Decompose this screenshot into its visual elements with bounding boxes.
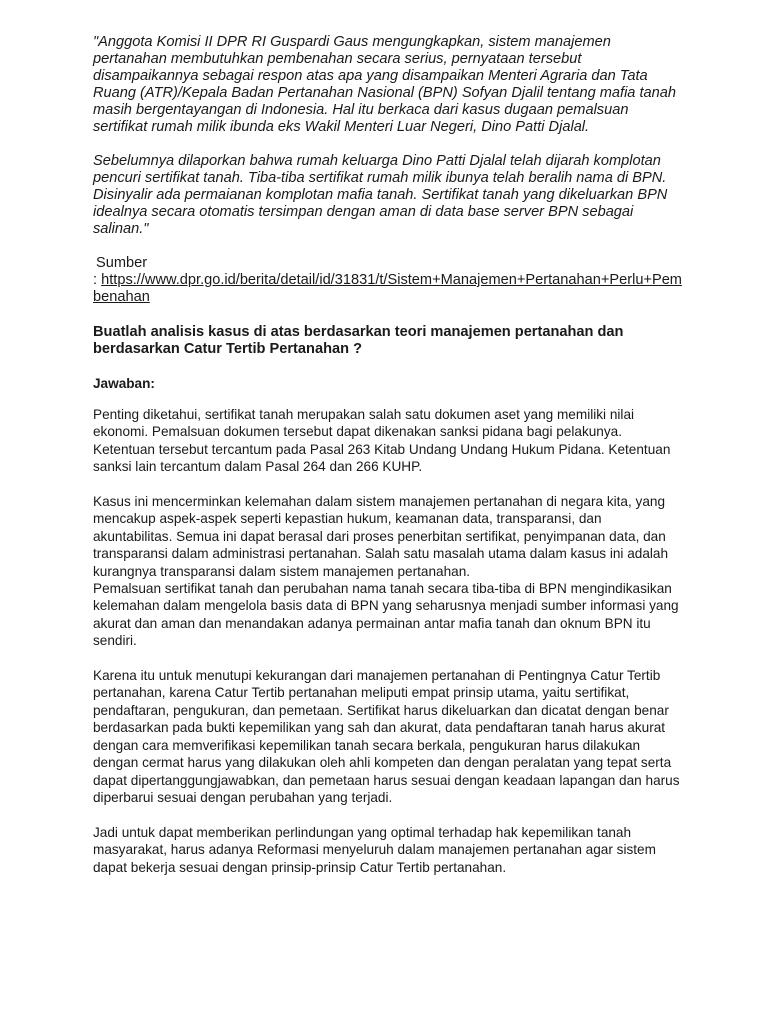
source-label: Sumber [96, 255, 148, 271]
quoted-news-excerpt [93, 34, 683, 238]
quote-paragraph-2: Sebelumnya dilaporkan bahwa rumah keluarga Dino Patti Djalal telah dijarah komplotan pencuri sertifikat tanah. Tiba-tiba sertifikat rumah milik ibunya telah beralih nama di BPN. Disinyalir ada permaianan komplotan mafia tanah. Sertifikat tanah yang dikeluarkan BPN idealnya secara otomatis tersimpan dengan aman di data base server BPN sebagai salinan." [93, 153, 668, 237]
answer-paragraph-2: Kasus ini mencerminkan kelemahan dalam sistem manajemen pertanahan di negara kita, yang mencakup aspek-aspek seperti kepastian hukum, keamanan data, transparansi, dan akuntabilitas. Semua ini dapat berasal dari proses penerbitan sertifikat, penyimpanan data, dan transparansi dalam administrasi pertanahan. Salah satu masalah utama dalam kasus ini adalah kurangnya transparansi dalam sistem manajemen pertanahan. [93, 494, 669, 579]
answer-body [93, 406, 683, 876]
answer-paragraph-5: Jadi untuk dapat memberikan perlindungan yang optimal terhadap hak kepemilikan tanah masyarakat, harus adanya Reformasi menyeluruh dalam manajemen pertanahan agar sistem dapat bekerja sesuai dengan prinsip-prinsip Catur Tertib pertanahan. [93, 824, 656, 875]
document-page [93, 34, 683, 876]
source-citation [93, 255, 683, 306]
question-text: Buatlah analisis kasus di atas berdasarkan teori manajemen pertanahan dan berdasarkan Catur Tertib Pertanahan ? [93, 324, 624, 357]
answer-paragraph-3: Pemalsuan sertifikat tanah dan perubahan nama tanah secara tiba-tiba di BPN mengindikasikan kelemahan dalam mengelola basis data di BPN yang seharusnya menjadi sumber informasi yang akurat dan aman dan menandakan adanya permainan antar mafia tanah dan oknum BPN itu sendiri. [93, 581, 679, 649]
source-link[interactable]: https://www.dpr.go.id/berita/detail/id/31831/t/Sistem+Manajemen+Pertanahan+Perlu+Pembenahan [93, 272, 682, 305]
source-separator: : [93, 272, 102, 288]
answer-heading: Jawaban: [93, 376, 155, 391]
answer-paragraph-1: Penting diketahui, sertifikat tanah merupakan salah satu dokumen aset yang memiliki nilai ekonomi. Pemalsuan dokumen tersebut dapat dikenakan sanksi pidana bagi pelakunya. Ketentuan tersebut tercantum pada Pasal 263 Kitab Undang Undang Hukum Pidana. Ketentuan sanksi lain tercantum dalam Pasal 264 dan 266 KUHP. [93, 407, 671, 475]
quote-paragraph-1: "Anggota Komisi II DPR RI Guspardi Gaus mengungkapkan, sistem manajemen pertanahan membutuhkan pembenahan secara serius, pernyataan tersebut disampaikannya sebagai respon atas apa yang disampaikan Menteri Agraria dan Tata Ruang (ATR)/Kepala Badan Pertanahan Nasional (BPN) Sofyan Djalil tentang mafia tanah masih bergentayangan di Indonesia. Hal itu berkaca dari kasus dugaan pemalsuan sertifikat rumah milik ibunda eks Wakil Menteri Luar Negeri, Dino Patti Djalal. [93, 34, 677, 135]
answer-paragraph-4: Karena itu untuk menutupi kekurangan dari manajemen pertanahan di Pentingnya Catur Tertib pertanahan, karena Catur Tertib pertanahan meliputi empat prinsip utama, yaitu sertifikat, pendaftaran, pengukuran, dan pemetaan. Sertifikat harus dikeluarkan dan dicatat dengan benar berdasarkan pada bukti kepemilikan yang sah dan akurat, data pendaftaran tanah harus akurat dengan cara memverifikasi kepemilikan tanah secara berkala, pengukuran harus dilakukan dengan cermat harus yang dilakukan oleh ahli kompeten dan dengan peralatan yang tepat serta dapat dipertanggungjawabkan, dan pemetaan harus sesuai dengan keadaan lapangan dan harus diperbarui sesuai dengan perubahan yang terjadi. [93, 668, 680, 805]
